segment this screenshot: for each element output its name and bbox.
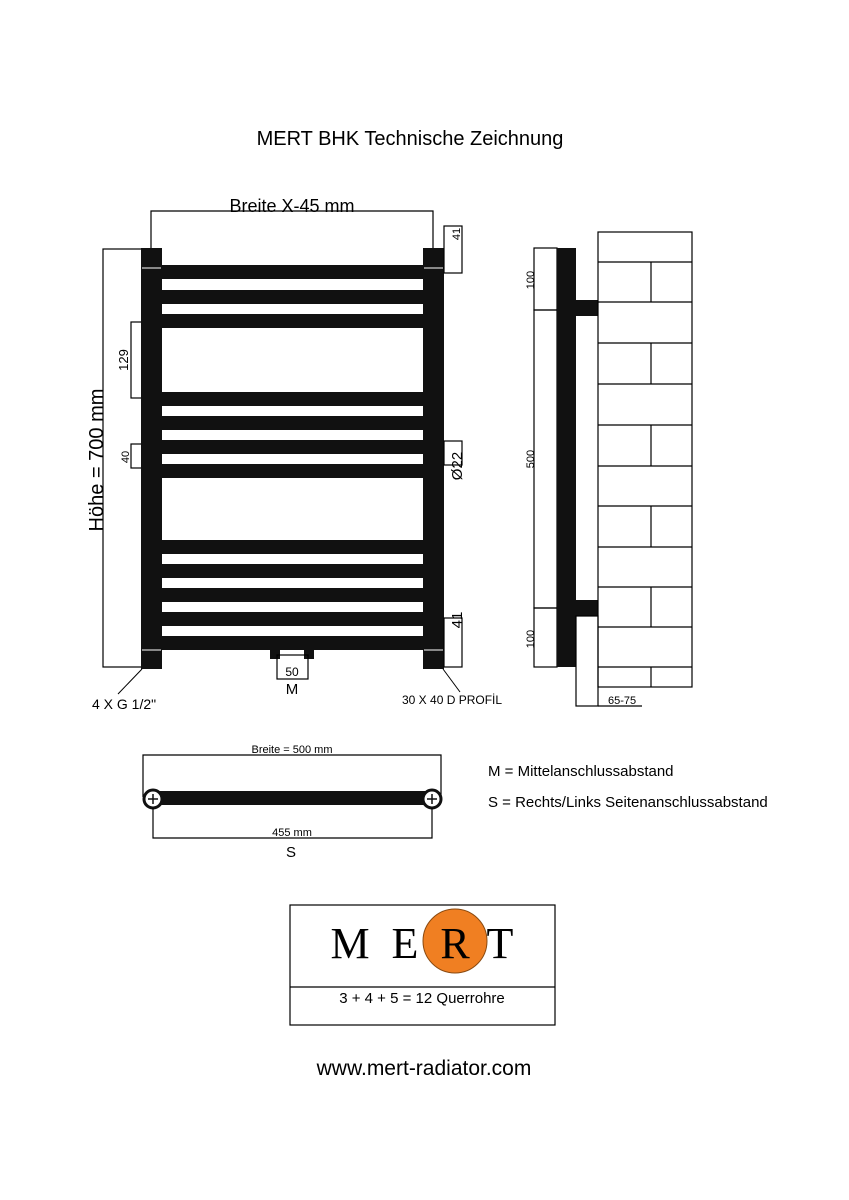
- brick-wall: [598, 232, 692, 687]
- cross-tube: [152, 612, 432, 626]
- cross-tube: [152, 464, 432, 478]
- side-middle-dimension-label: 500: [525, 449, 537, 469]
- cross-tube: [152, 314, 432, 328]
- tube-diameter-label: Ø22: [449, 451, 466, 481]
- side-middle-dimension-box: [534, 310, 557, 608]
- width-dimension-line: [151, 211, 433, 250]
- connection-leader-line: [118, 669, 142, 694]
- bottom-width-label: Breite = 500 mm: [251, 744, 333, 756]
- profile-label: 30 X 40 D PROFİL: [402, 693, 503, 707]
- top-dimension-label: 41: [451, 227, 463, 241]
- pitch-dimension-label: 40: [120, 450, 132, 464]
- drawing-title: MERT BHK Technische Zeichnung: [256, 128, 564, 150]
- height-label: Höhe = 700 mm: [86, 388, 108, 532]
- side-bottom-dimension-box: [534, 608, 557, 667]
- legend-m: M = Mittelanschlussabstand: [488, 763, 674, 780]
- logo-box: [290, 905, 555, 1025]
- website-link[interactable]: www.mert-radiator.com: [316, 1057, 532, 1080]
- cross-tube: [152, 416, 432, 430]
- bottom-wall-bracket: [576, 600, 598, 616]
- bottom-view: [143, 744, 441, 861]
- right-side-profile: [423, 248, 444, 669]
- center-connection-right: [304, 649, 314, 659]
- gap-dimension-label: 129: [116, 349, 131, 371]
- center-letter: M: [285, 681, 299, 698]
- side-top-dimension-label: 100: [525, 270, 537, 290]
- wall-distance-label: 65-75: [608, 695, 637, 707]
- side-view: [525, 232, 692, 707]
- width-label: Breite X-45 mm: [229, 196, 355, 216]
- center-distance-label: 50: [285, 665, 299, 679]
- side-profile: [557, 248, 576, 667]
- side-top-dimension-box: [534, 248, 557, 310]
- connection-label: 4 X G 1/2": [92, 696, 157, 712]
- cross-tube: [152, 290, 432, 304]
- wall-distance-box: [576, 616, 598, 706]
- logo-letter-r: R: [440, 919, 470, 968]
- cross-tube: [152, 265, 432, 279]
- logo-letter-m: M: [330, 919, 370, 968]
- bottom-dimension-label: 41: [449, 611, 466, 629]
- side-letter: S: [285, 844, 297, 861]
- logo-letter-t: T: [486, 919, 514, 968]
- legend: [488, 763, 768, 811]
- logo-caption: 3 + 4 + 5 = 12 Querrohre: [339, 990, 505, 1007]
- side-distance-label: 455 mm: [272, 827, 312, 839]
- bottom-tube: [143, 791, 441, 805]
- bottom-width-dimension-line: [143, 755, 441, 797]
- profile-leader-line: [443, 669, 460, 692]
- front-view: [86, 196, 502, 712]
- cross-tube: [152, 636, 432, 650]
- cross-tube: [152, 392, 432, 406]
- cross-tube: [152, 540, 432, 554]
- cross-tube: [152, 440, 432, 454]
- top-wall-bracket: [576, 300, 598, 316]
- center-connection-left: [270, 649, 280, 659]
- left-side-profile: [141, 248, 162, 669]
- cross-tube: [152, 564, 432, 578]
- cross-tube: [152, 588, 432, 602]
- side-bottom-dimension-label: 100: [525, 629, 537, 649]
- legend-s: S = Rechts/Links Seitenanschlussabstand: [488, 794, 768, 811]
- logo-letter-e: E: [391, 919, 419, 968]
